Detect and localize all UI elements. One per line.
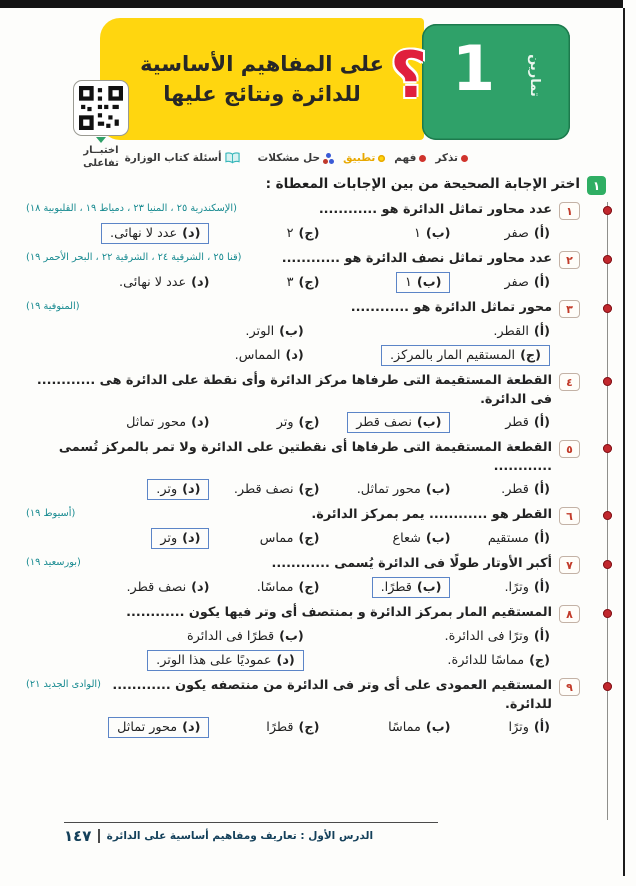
question-text: عدد محاور تماثل الدائرة هو ............	[318, 202, 552, 217]
option-a[interactable]: (أ) قطر.	[501, 482, 550, 498]
question-number: ٢	[559, 251, 580, 269]
question-text: المستقيم المار بمركز الدائرة و بمنتصف أى وتر فيها يكون ............	[126, 605, 552, 621]
option-d[interactable]: (د) محور تماثل	[126, 415, 210, 431]
question-text: المستقيم العمودى على أى وتر فى الدائرة من منتصفه يكون ............ للدائرة.	[112, 678, 552, 712]
question-text: القطعة المستقيمة التى طرفاها أى نقطتين على الدائرة ولا تمر بالمركز تُسمى ............	[58, 440, 552, 474]
bullet-dot-icon	[603, 377, 612, 386]
option-c[interactable]: (ج) ٢	[286, 226, 320, 241]
option-d-marked-answer[interactable]: (د) عدد لا نهائى.	[101, 223, 209, 244]
question-4	[26, 372, 580, 430]
instructions-row	[26, 176, 601, 193]
option-b[interactable]: (ب) مماسًا	[388, 720, 451, 736]
option-a[interactable]: (أ) وترًا فى الدائرة.	[444, 629, 550, 645]
option-c[interactable]: (ج) مماس	[259, 531, 320, 547]
option-a[interactable]: (أ) وترًا.	[504, 580, 550, 596]
option-b-marked-answer[interactable]: (ب) قطرًا.	[372, 577, 451, 598]
option-a[interactable]: (أ) قطر	[505, 415, 550, 431]
question-type-legend	[124, 148, 468, 168]
question-number: ٨	[559, 605, 580, 623]
option-c[interactable]: (ج) نصف قطر.	[233, 482, 320, 498]
option-a[interactable]: (أ) مستقيم	[487, 531, 550, 547]
question-text: القطر هو ............ يمر بمركز الدائرة.	[311, 507, 552, 523]
option-c[interactable]: (ج) مماسًا للدائرة.	[447, 653, 550, 669]
title-line-2: للدائرة ونتائج عليها	[163, 82, 361, 106]
option-a[interactable]: (أ) صفر	[504, 226, 550, 241]
title-line-1: على المفاهيم الأساسية	[140, 52, 384, 76]
option-b-marked-answer[interactable]: (ب) نصف قطر	[347, 412, 450, 433]
questions-area	[26, 176, 628, 744]
option-d[interactable]: (د) المماس.	[234, 348, 304, 363]
question-3	[26, 299, 580, 363]
question-text: القطعة المستقيمة التى طرفاها مركز الدائرة وأى نقطة على الدائرة هى ............ فى الدائرة.	[36, 373, 552, 407]
option-d-marked-answer[interactable]: (د) محور تماثل	[108, 717, 209, 738]
option-d-marked-answer[interactable]: (د) عموديًا على هذا الوتر.	[147, 650, 304, 671]
question-text: محور تماثل الدائرة هو ............	[350, 300, 552, 315]
legend-problem-solving	[258, 152, 334, 164]
legend-problem-solving-label: حل مشكلات	[257, 152, 321, 164]
page-footer	[64, 822, 438, 845]
cluster-dots-icon	[323, 153, 334, 164]
legend-understand-label: فهم	[394, 152, 417, 164]
legend-remember-label: تذكر	[435, 152, 458, 164]
option-a[interactable]: (أ) القطر.	[493, 324, 550, 339]
exam-source-annotation: (الوادى الجديد ٢١)	[26, 679, 101, 691]
question-mark-icon: ؟	[390, 39, 428, 113]
question-number: ٤	[559, 373, 580, 391]
exam-source-annotation: (قنا ٢٥ ، الشرقية ٢٤ ، الشرقية ٢٢ ، البحر الأحمر ١٩)	[26, 252, 242, 263]
option-b[interactable]: (ب) محور تماثل.	[356, 482, 451, 498]
option-d[interactable]: (د) عدد لا نهائى.	[119, 275, 210, 290]
option-d[interactable]: (د) نصف قطر.	[126, 580, 210, 596]
qr-pointer-triangle	[96, 137, 106, 143]
legend-apply-label: تطبيق	[343, 152, 376, 164]
red-dot-icon	[419, 155, 426, 162]
option-c[interactable]: (ج) مماسًا.	[256, 580, 320, 596]
qr-label-line-1: اختبــار	[83, 145, 119, 156]
qr-code-pattern	[79, 86, 123, 130]
interactive-test-qr[interactable]	[70, 80, 132, 170]
option-c-marked-answer[interactable]: (ج) المستقيم المار بالمركز.	[381, 345, 550, 366]
footer-divider	[98, 829, 99, 843]
exercise-number-tab	[422, 24, 570, 140]
question-8	[26, 604, 580, 668]
question-text: أكبر الأوتار طولًا فى الدائرة يُسمى ............	[271, 556, 552, 572]
question-number: ٦	[559, 507, 580, 525]
option-b[interactable]: (ب) قطرًا فى الدائرة	[186, 629, 304, 645]
bullet-dot-icon	[603, 255, 612, 264]
option-b[interactable]: (ب) شعاع	[392, 531, 451, 547]
option-b[interactable]: (ب) ١	[414, 226, 451, 241]
legend-apply	[343, 152, 385, 164]
bullet-dot-icon	[603, 682, 612, 691]
lesson-title-banner	[100, 18, 424, 140]
question-number: ٩	[559, 678, 580, 696]
instructions-text: اختر الإجابة الصحيحة من بين الإجابات المعطاة :	[265, 176, 580, 192]
legend-understand	[394, 152, 426, 164]
open-book-icon	[225, 152, 240, 164]
option-a[interactable]: (أ) وترًا	[508, 720, 550, 736]
scan-top-edge	[0, 0, 623, 8]
option-c[interactable]: (ج) ٣	[286, 275, 320, 290]
section-number-badge: ١	[587, 176, 606, 195]
legend-remember	[435, 152, 468, 164]
question-number: ٧	[559, 556, 580, 574]
exam-source-annotation: (الإسكندرية ٢٥ ، المنيا ٢٣ ، دمياط ١٩ ، القليوبية ١٨)	[26, 203, 237, 214]
interactive-test-label	[70, 145, 132, 170]
question-6	[26, 506, 580, 546]
question-5	[26, 439, 580, 497]
yellow-ring-icon	[378, 155, 385, 162]
page-number: ١٤٧	[64, 827, 92, 845]
exercises-label: تمارين	[527, 54, 543, 97]
bullet-dot-icon	[603, 511, 612, 520]
exercise-number: 1	[452, 32, 496, 105]
bullet-dot-icon	[603, 444, 612, 453]
option-d-marked-answer[interactable]: (د) وتر.	[147, 479, 209, 500]
exam-source-annotation: (أسيوط ١٩)	[26, 508, 76, 520]
option-a[interactable]: (أ) صفر	[504, 275, 550, 290]
qr-label-line-2: تفاعلى	[83, 157, 119, 169]
question-number: ٣	[559, 300, 580, 318]
option-b[interactable]: (ب) الوتر.	[245, 324, 304, 339]
bullet-dot-icon	[603, 304, 612, 313]
question-text: عدد محاور تماثل نصف الدائرة هو ............	[281, 251, 552, 266]
question-2	[26, 250, 580, 290]
option-c[interactable]: (ج) وتر	[276, 415, 320, 431]
question-7	[26, 555, 580, 595]
qr-code[interactable]	[73, 80, 129, 136]
option-c[interactable]: (ج) قطرًا	[266, 720, 320, 736]
question-9	[26, 677, 580, 735]
bullet-dot-icon	[603, 609, 612, 618]
option-b-marked-answer[interactable]: (ب) ١	[396, 272, 450, 293]
bullet-dot-icon	[603, 206, 612, 215]
question-1	[26, 201, 580, 241]
question-number: ٥	[559, 440, 580, 458]
option-d-marked-answer[interactable]: (د) وتر	[151, 528, 209, 549]
question-number: ١	[559, 202, 580, 220]
bullet-dot-icon	[603, 560, 612, 569]
page-header	[0, 8, 636, 174]
lesson-title: الدرس الأول : تعاريف ومفاهيم أساسية على الدائرة	[106, 830, 374, 842]
exam-source-annotation: (بورسعيد ١٩)	[26, 557, 81, 569]
legend-ministry-label: أسئلة كتاب الوزارة	[124, 152, 222, 164]
exam-source-annotation: (المنوفية ١٩)	[26, 301, 80, 312]
legend-ministry-book	[125, 152, 240, 164]
red-dot-icon	[461, 155, 468, 162]
